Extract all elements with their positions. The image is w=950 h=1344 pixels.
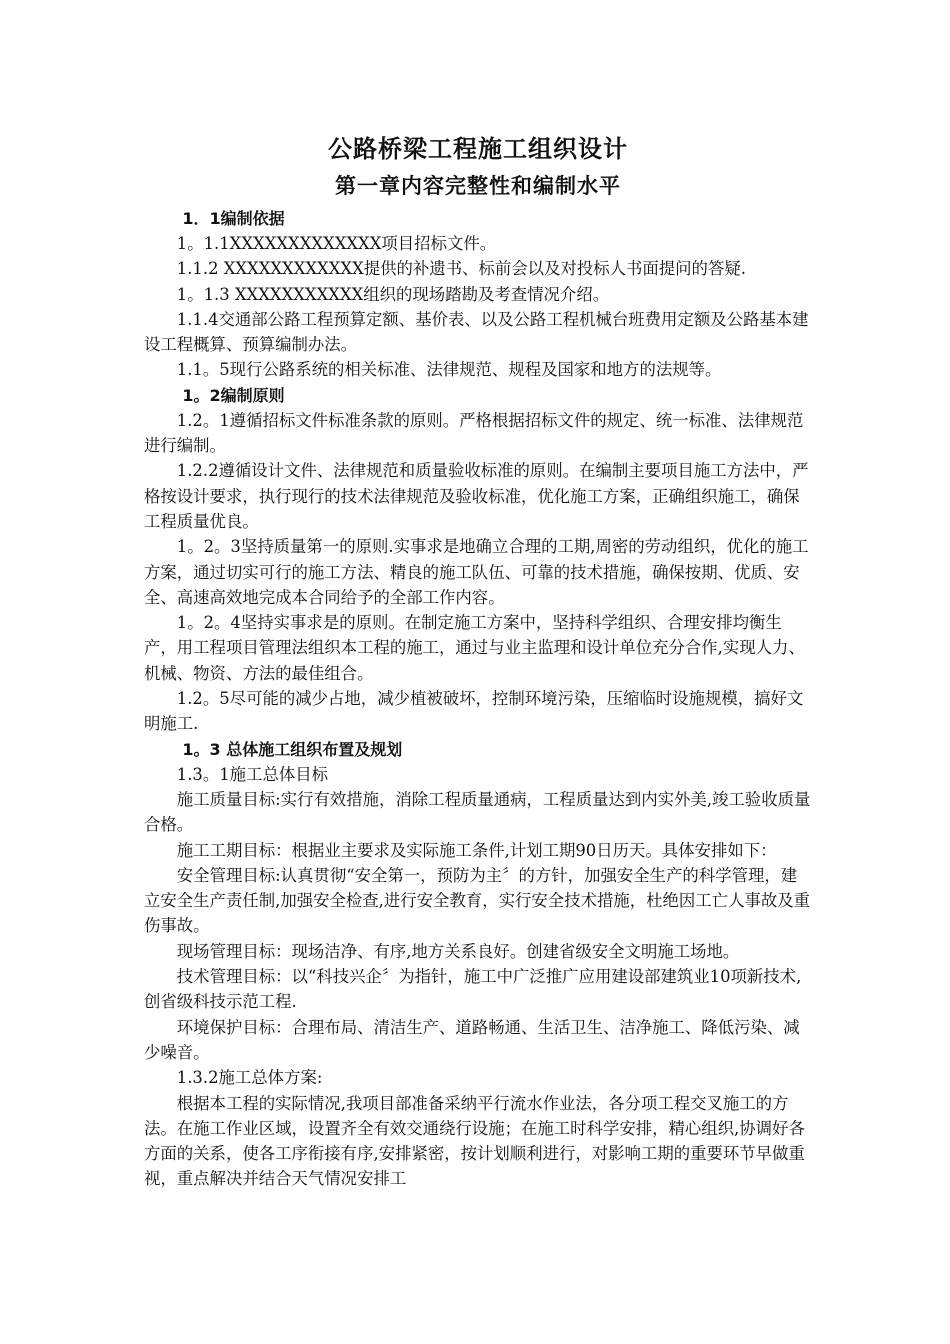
paragraph: 1。1.1XXXXXXXXXXXXX项目招标文件。 (176, 234, 497, 253)
section-heading: 1。2编制原则 (182, 385, 285, 405)
section-2 (144, 383, 812, 737)
paragraph: 1.1.2 XXXXXXXXXXXX提供的补遗书、标前会以及对投标人书面提问的答疑. (176, 259, 746, 279)
paragraph: 根据本工程的实际情况,我项目部准备采纳平行流水作业法，各分项工程交叉施工的方法。在施工作业区域，设置齐全有效交通绕行设施；在施工时科学安排，精心组织,协调好各方面的关系，使各工序衔接有序,安排紧密，按计划顺利进行，对影响工期的重要环节早做重视，重点解决并结合天气情况安排工 (144, 1093, 805, 1189)
paragraph: 施工工期目标：根据业主要求及实际施工条件,计划工期90日历天。具体安排如下： (176, 840, 777, 860)
paragraph: 1.2。1遵循招标文件标准条款的原则。严格根据招标文件的规定、统一标准、法律规范进行编制。 (144, 410, 804, 456)
paragraph: 1.2。5尽可能的减少占地，减少植被破坏，控制环境污染，压缩临时设施规模，搞好文明施工. (144, 689, 804, 734)
section-1 (144, 206, 812, 383)
section-3 (144, 737, 812, 1192)
paragraph: 1。2。4坚持实事求是的原则。在制定施工方案中，坚持科学组织、合理安排均衡生产，用工程项目管理法组织本工程的施工，通过与业主监理和设计单位充分合作,实现人力、机械、物资、方法的最佳组合。 (144, 613, 805, 683)
paragraph: 1。1.3 XXXXXXXXXXX组织的现场踏勘及考查情况介绍。 (176, 284, 610, 304)
paragraph: 施工质量目标:实行有效措施，消除工程质量通病，工程质量达到内实外美,竣工验收质量合格。 (144, 789, 811, 835)
section-heading: 1．1编制依据 (182, 209, 285, 228)
paragraph: 技术管理目标：以“科技兴企〞为指针，施工中广泛推广应用建设部建筑业10项新技术,创省级科技示范工程. (144, 967, 802, 1012)
paragraph: 现场管理目标：现场洁净、有序,地方关系良好。创建省级安全文明施工场地。 (176, 941, 740, 961)
paragraph: 1.3。1施工总体目标 (176, 764, 329, 784)
document-title: 公路桥梁工程施工组织设计 (328, 135, 628, 163)
paragraph: 1。2。3坚持质量第一的原则.实事求是地确立合理的工期,周密的劳动组织，优化的施工方案，通过切实可行的施工方法、精良的施工队伍、可靠的技术措施，确保按期、优质、安全、高速高效地完成本合同给予的全部工作内容。 (144, 537, 809, 607)
document-page (144, 132, 812, 1192)
paragraph: 1.1.4交通部公路工程预算定额、基价表、以及公路工程机械台班费用定额及公路基本建设工程概算、预算编制办法。 (144, 309, 809, 355)
paragraph: 安全管理目标:认真贯彻“安全第一，预防为主〞的方针，加强安全生产的科学管理，建立安全生产责任制,加强安全检查,进行安全教育，实行安全技术措施，杜绝因工亡人事故及重伤事故。 (144, 865, 811, 936)
paragraph: 1.3.2施工总体方案: (176, 1068, 323, 1088)
paragraph: 1.2.2遵循设计文件、法律规范和质量验收标准的原则。在编制主要项目施工方法中，严格按设计要求，执行现行的技术法律规范及验收标准，优化施工方案，正确组织施工，确保工程质量优良。 (144, 461, 809, 531)
chapter-title: 第一章内容完整性和编制水平 (335, 174, 621, 198)
paragraph: 环境保护目标：合理布局、清洁生产、道路畅通、生活卫生、洁净施工、降低污染、减少噪音。 (144, 1017, 800, 1062)
section-heading: 1。3 总体施工组织布置及规划 (182, 739, 403, 759)
paragraph: 1.1。5现行公路系统的相关标准、法律规范、规程及国家和地方的法规等。 (176, 360, 722, 380)
